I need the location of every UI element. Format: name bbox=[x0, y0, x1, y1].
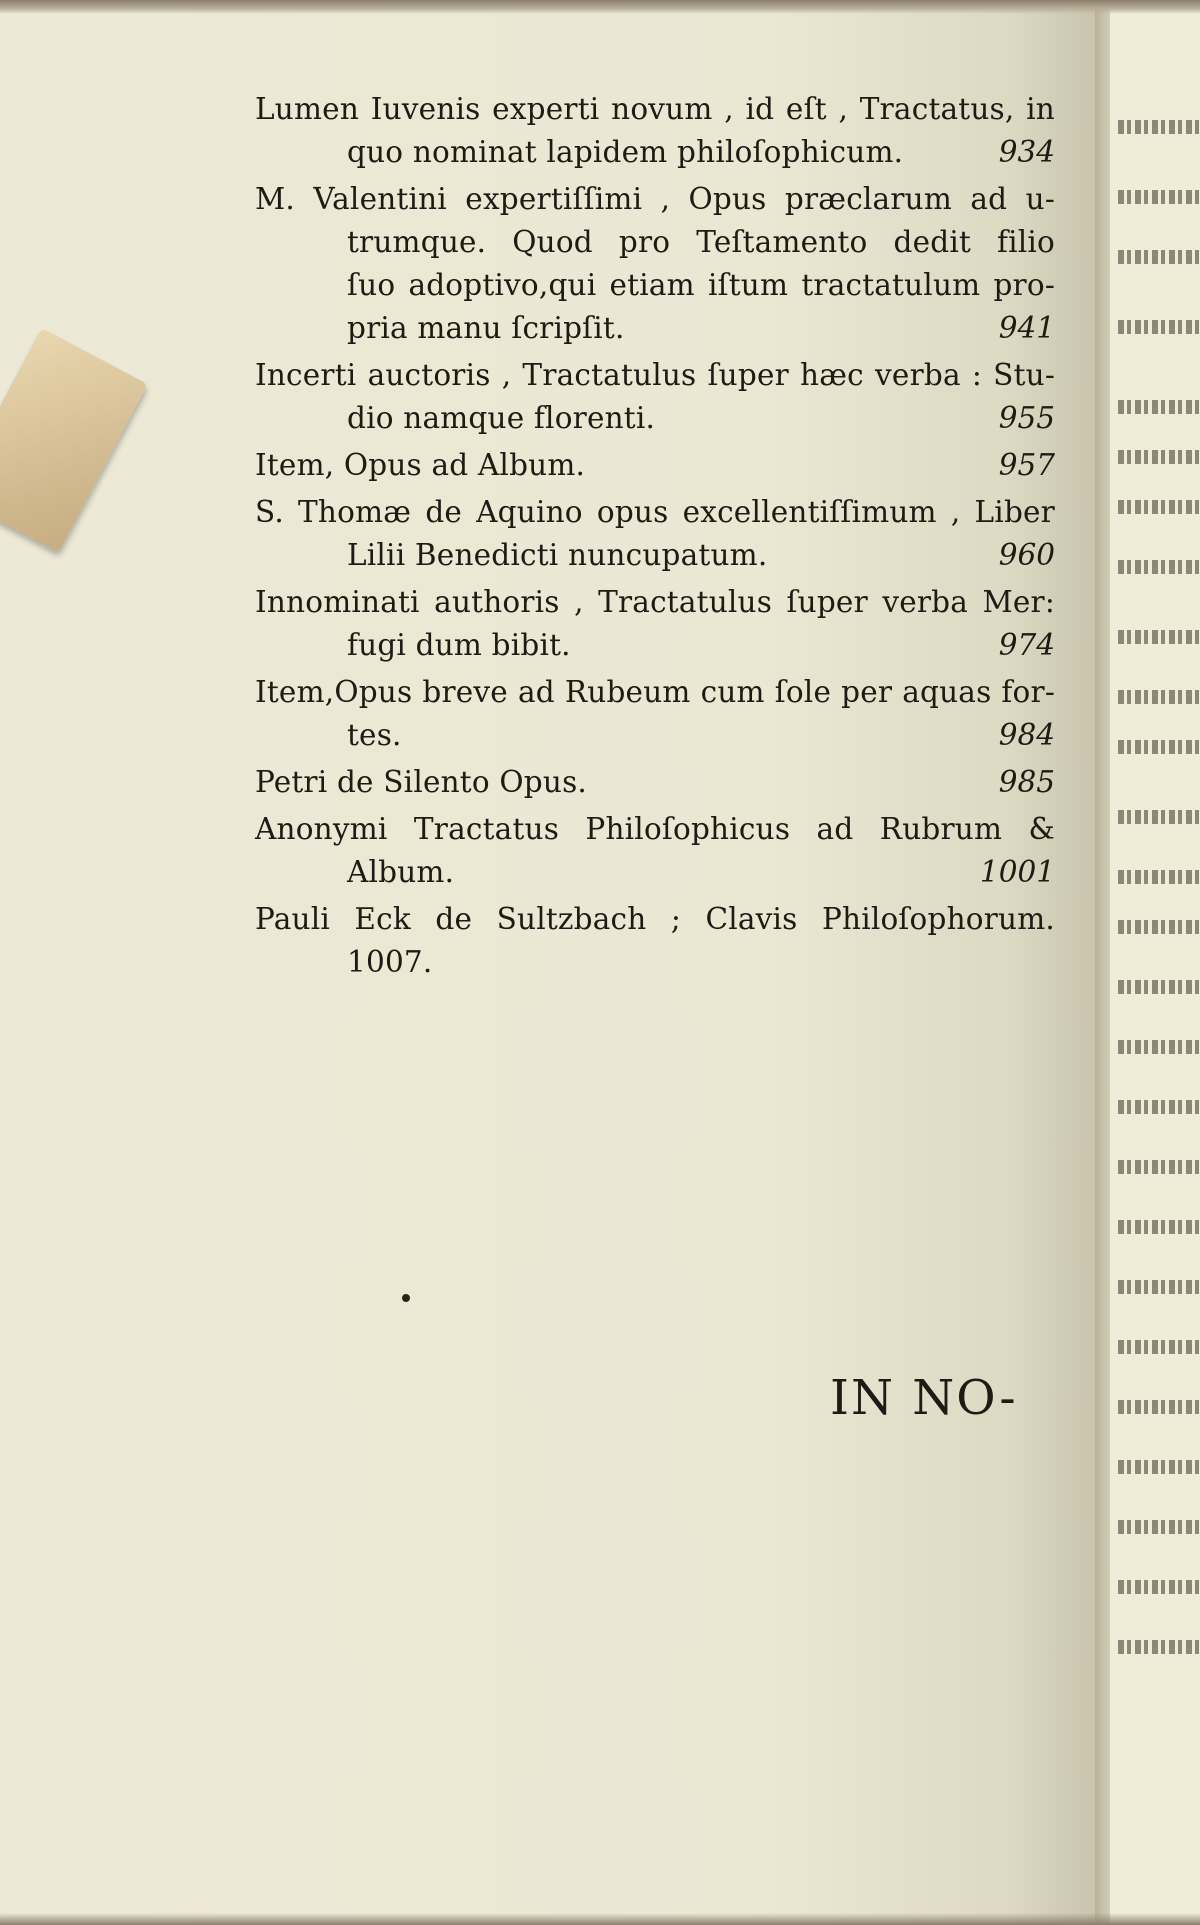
toc-entry-title: Incerti auctoris , Tractatulus ſuper hæc verba : Stu- bbox=[255, 358, 1055, 392]
toc-entry-continuation: trumque. Quod pro Teſtamento dedit filio bbox=[347, 225, 1055, 259]
toc-entry-title: Lumen Iuvenis experti novum , id eſt , Tractatus, in bbox=[255, 92, 1055, 126]
toc-entry bbox=[255, 898, 1055, 984]
toc-entry-title: Anonymi Tractatus Philoſophicus ad Rubrum & bbox=[255, 812, 1055, 846]
table-of-contents bbox=[255, 88, 1055, 988]
toc-entry bbox=[255, 761, 1055, 804]
toc-entry-continuation: dio namque florenti. bbox=[347, 401, 656, 435]
toc-entry-continuation: ſuo adoptivo,qui etiam iſtum tractatulum pro- bbox=[347, 268, 1055, 302]
toc-entry bbox=[255, 491, 1055, 577]
toc-page-number: 957 bbox=[998, 448, 1055, 482]
toc-page-number: 974 bbox=[998, 628, 1055, 662]
toc-entry-title: Innominati authoris , Tractatulus ſuper verba Mer: bbox=[255, 585, 1055, 619]
toc-entry bbox=[255, 178, 1055, 350]
toc-page-number: 984 bbox=[998, 718, 1055, 752]
toc-entry-continuation: quo nominat lapidem philoſophicum. bbox=[347, 135, 904, 169]
toc-page-number: 1001 bbox=[979, 855, 1055, 889]
toc-entry-title: Item, Opus ad Album. bbox=[255, 448, 586, 482]
toc-entry-title: Pauli Eck de Sultzbach ; Clavis Philoſophorum. bbox=[255, 902, 1055, 936]
toc-page-number: 960 bbox=[998, 538, 1055, 572]
catchword: IN NO- bbox=[830, 1370, 1018, 1426]
toc-entry-title: Item,Opus breve ad Rubeum cum ſole per aquas for- bbox=[255, 675, 1055, 709]
toc-entry bbox=[255, 354, 1055, 440]
toc-entry-title: S. Thomæ de Aquino opus excellentiſſimum , Liber bbox=[255, 495, 1055, 529]
toc-entry-continuation: pria manu ſcripſit. bbox=[347, 311, 625, 345]
toc-page-number: 934 bbox=[998, 135, 1055, 169]
toc-page-number: 985 bbox=[998, 765, 1055, 799]
facing-page bbox=[1110, 0, 1200, 1925]
toc-entry bbox=[255, 581, 1055, 667]
toc-entry-title: M. Valentini expertiſſimi , Opus præclarum ad u- bbox=[255, 182, 1055, 216]
toc-entry-title: Petri de Silento Opus. bbox=[255, 765, 587, 799]
toc-entry-continuation: tes. bbox=[347, 718, 402, 752]
toc-entry bbox=[255, 444, 1055, 487]
toc-entry bbox=[255, 808, 1055, 894]
toc-entry-continuation: Lilii Benedicti nuncupatum. bbox=[347, 538, 768, 572]
toc-entry-continuation: fugi dum bibit. bbox=[347, 628, 571, 662]
toc-page-number: 955 bbox=[998, 401, 1055, 435]
toc-entry bbox=[255, 671, 1055, 757]
toc-entry bbox=[255, 88, 1055, 174]
page-bottom-edge bbox=[0, 1913, 1200, 1925]
toc-page-number: 941 bbox=[998, 311, 1055, 345]
ink-speck bbox=[402, 1294, 410, 1302]
toc-entry-continuation: Album. bbox=[347, 855, 455, 889]
toc-entry-continuation: 1007. bbox=[347, 945, 433, 979]
page-top-edge bbox=[0, 0, 1200, 14]
